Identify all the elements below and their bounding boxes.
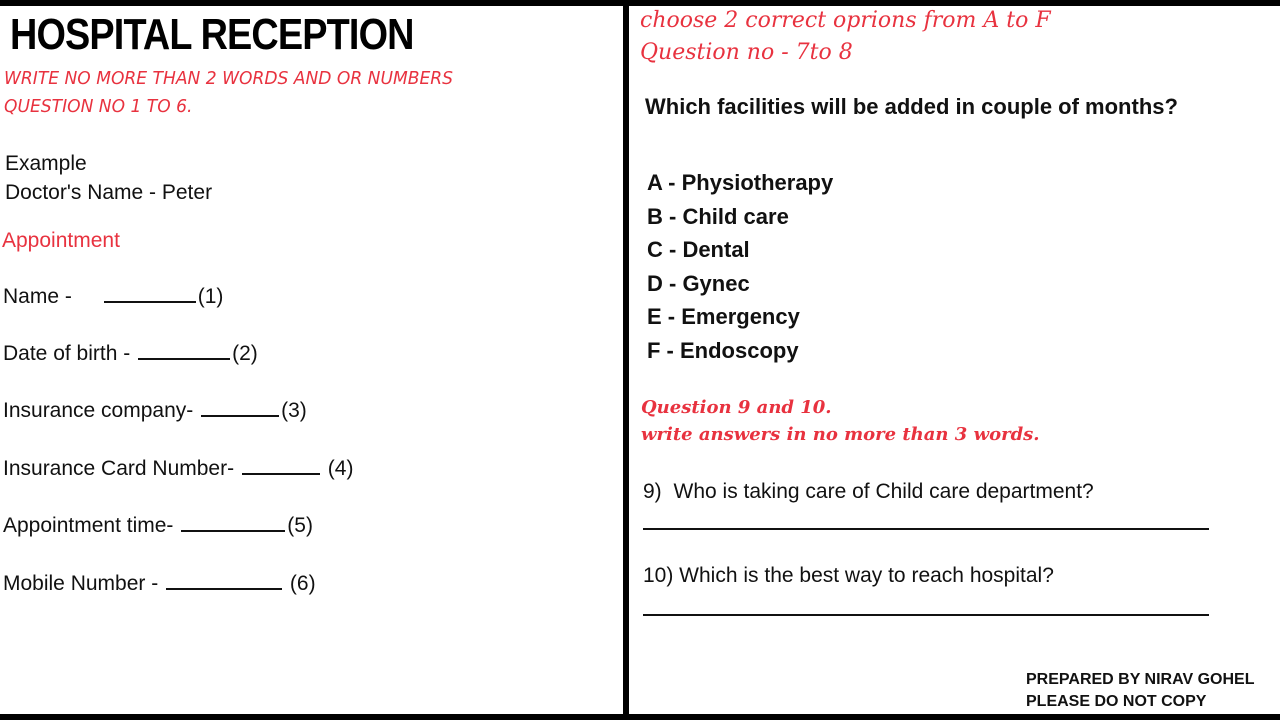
- field-row-2: [3, 340, 258, 366]
- answer-blank[interactable]: [201, 397, 279, 417]
- option-a: A - Physiotherapy: [647, 170, 834, 195]
- answer-blank[interactable]: [181, 512, 285, 532]
- option-e: E - Emergency: [647, 304, 800, 329]
- page-title: HOSPITAL RECEPTION: [10, 10, 414, 59]
- section2-instruction-line-1: Question 9 and 10.: [641, 397, 832, 418]
- field-row-1: [3, 283, 223, 309]
- field-number: (5): [287, 514, 313, 537]
- field-number: (2): [232, 342, 258, 365]
- question-9: [643, 480, 1094, 504]
- example-label: Example: [5, 152, 87, 175]
- left-worksheet-panel: [0, 6, 623, 714]
- option-c: C - Dental: [647, 237, 750, 262]
- field-label: Appointment time-: [3, 514, 174, 537]
- question-9-number: 9): [643, 480, 662, 503]
- field-number: (4): [327, 457, 354, 480]
- section-heading-appointment: Appointment: [2, 229, 120, 252]
- option-b: B - Child care: [647, 204, 789, 229]
- footer-line-2: PLEASE DO NOT COPY: [1026, 693, 1207, 710]
- footer-credit: [1026, 669, 1254, 713]
- field-number: (6): [289, 572, 316, 595]
- example-value: Doctor's Name - Peter: [5, 181, 213, 204]
- field-label: Insurance company-: [3, 399, 194, 422]
- answer-blank[interactable]: [104, 283, 196, 303]
- answer-line-10[interactable]: [643, 614, 1209, 616]
- instruction-line-1: WRITE NO MORE THAN 2 WORDS AND OR NUMBERS: [4, 68, 453, 89]
- field-number: (3): [281, 399, 307, 422]
- field-label: Insurance Card Number-: [3, 457, 235, 480]
- mcq-instruction-line-1: choose 2 correct oprions from A to F: [640, 8, 1051, 33]
- question-9-text: Who is taking care of Child care department?: [673, 480, 1094, 503]
- answer-blank[interactable]: [138, 340, 230, 360]
- answer-line-9[interactable]: [643, 528, 1209, 530]
- field-label: Mobile Number -: [3, 572, 159, 595]
- instruction-line-2: QUESTION NO 1 TO 6.: [4, 96, 193, 117]
- field-row-4: [3, 455, 353, 481]
- option-f: F - Endoscopy: [647, 338, 799, 363]
- mcq-question: Which facilities will be added in couple of months?: [645, 94, 1178, 119]
- field-number: (1): [197, 285, 224, 308]
- field-row-6: [3, 570, 316, 596]
- field-row-3: [3, 397, 307, 423]
- field-label: Date of birth -: [3, 342, 131, 365]
- option-d: D - Gynec: [647, 271, 750, 296]
- right-worksheet-panel: [629, 6, 1280, 714]
- mcq-instruction-line-2: Question no - 7to 8: [640, 40, 853, 65]
- answer-blank[interactable]: [166, 570, 282, 590]
- answer-blank[interactable]: [242, 455, 320, 475]
- question-10: 10) Which is the best way to reach hospital?: [643, 564, 1054, 587]
- field-label: Name -: [3, 285, 72, 308]
- field-row-5: [3, 512, 313, 538]
- footer-line-1: PREPARED BY NIRAV GOHEL: [1026, 671, 1255, 688]
- section2-instruction-line-2: write answers in no more than 3 words.: [641, 424, 1040, 445]
